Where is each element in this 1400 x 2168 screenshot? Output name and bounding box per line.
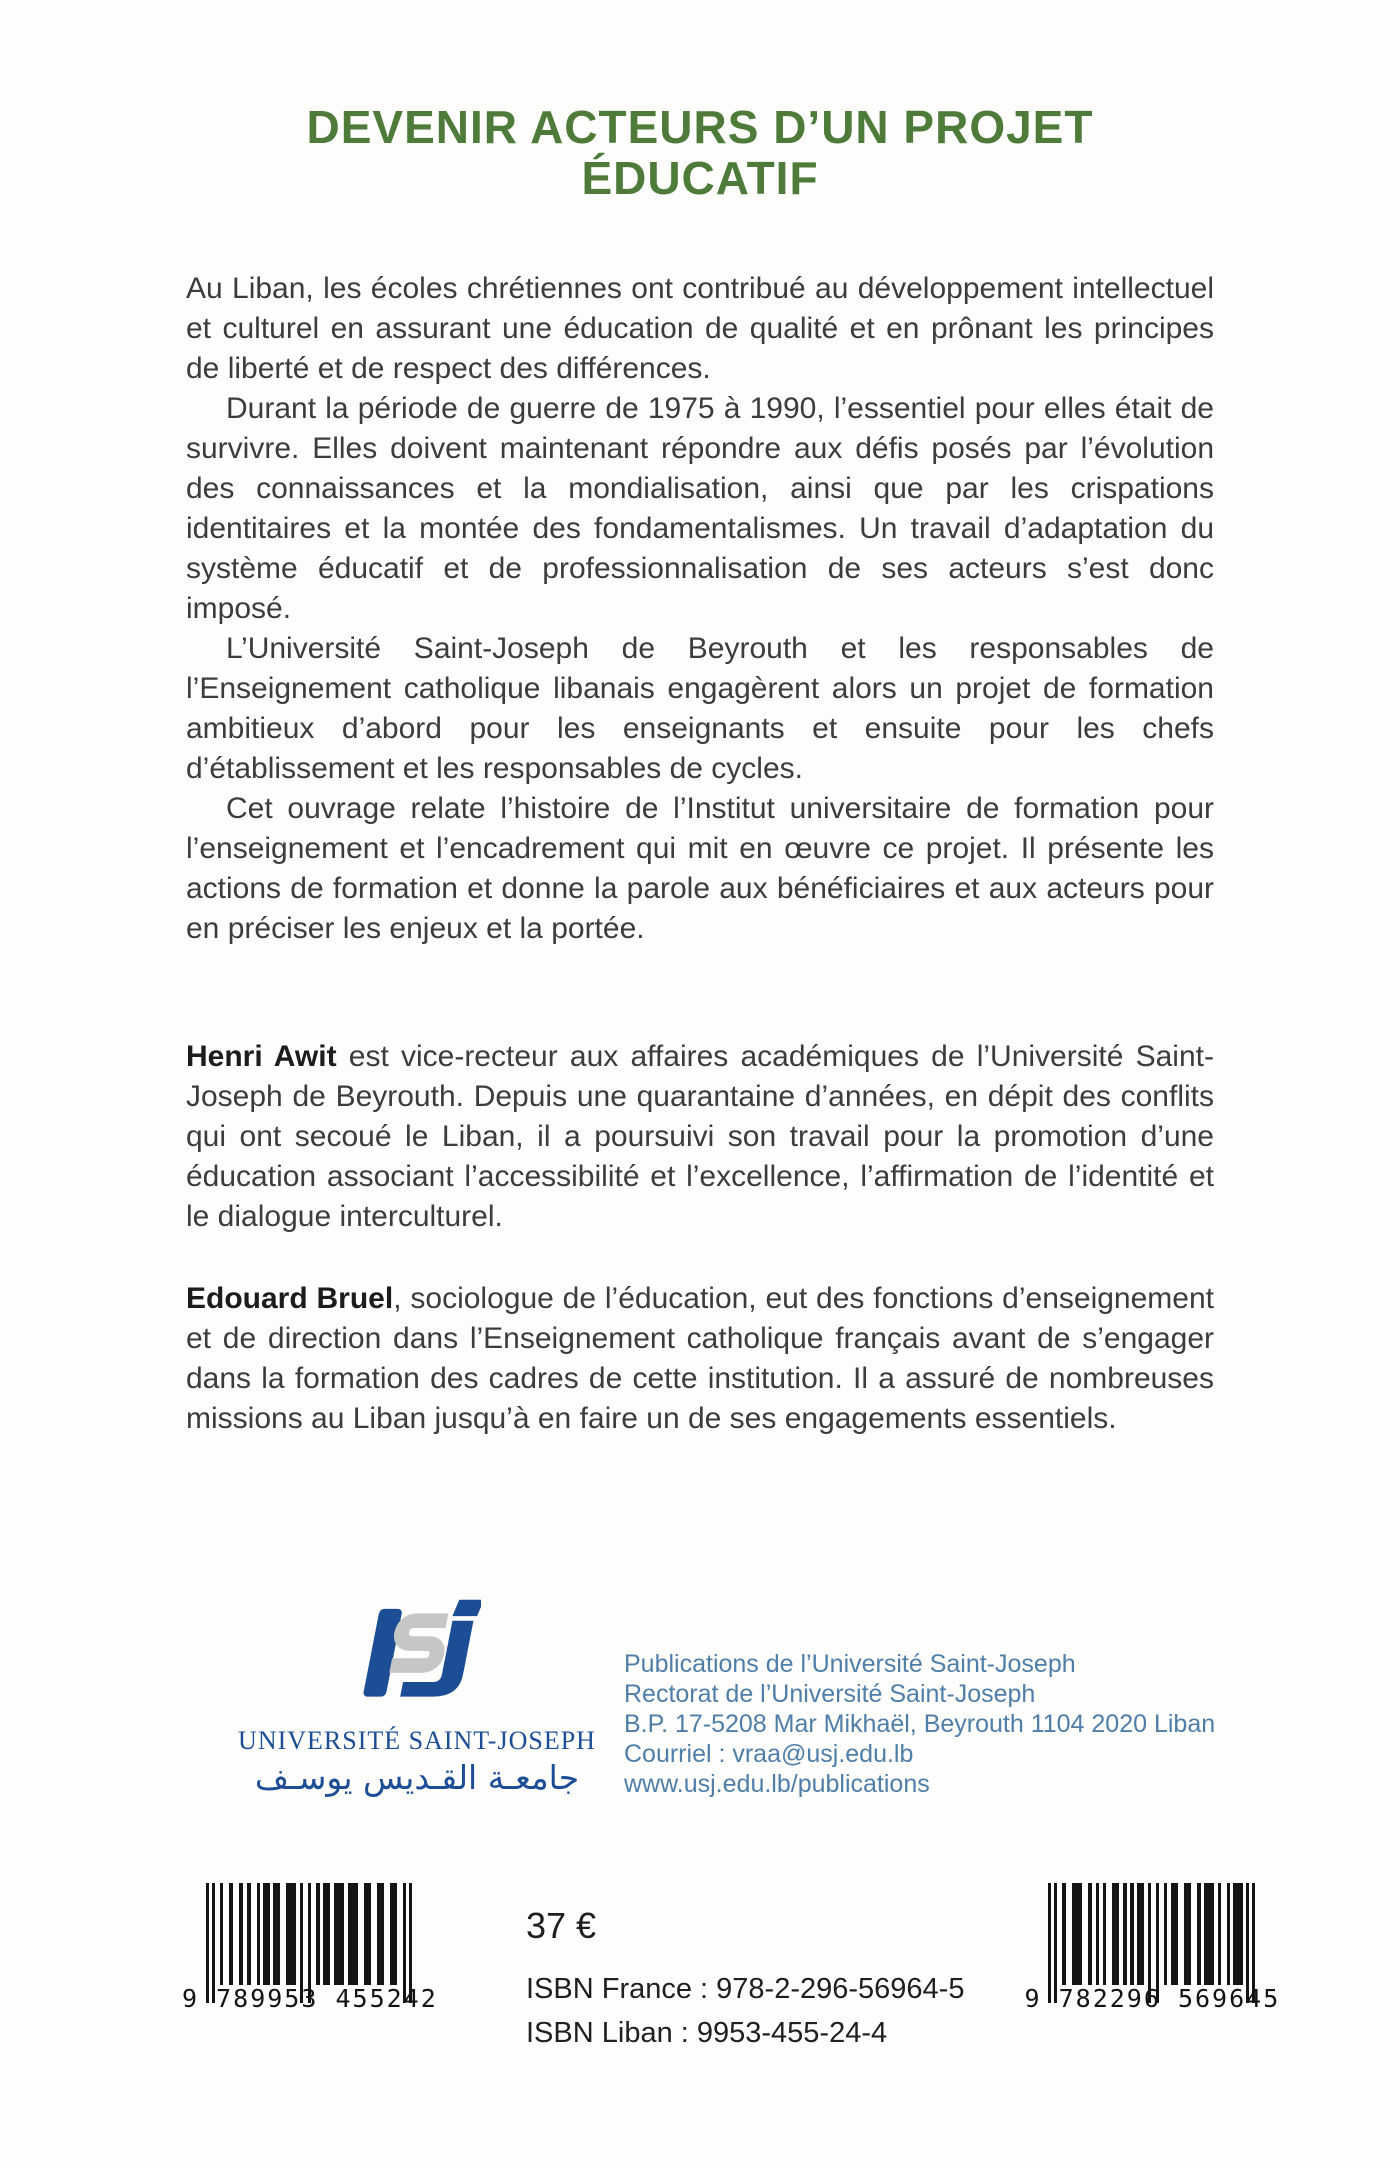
address-line: Rectorat de l’Université Saint-Joseph xyxy=(624,1680,1036,1709)
address-line: Courriel : vraa@usj.edu.lb xyxy=(624,1740,914,1769)
synopsis-paragraph: Au Liban, les écoles chrétiennes ont contribué au développement intellectuel et culturel en assurant une éducation de qualité et en prônant les principes de liberté et de respect des différences. xyxy=(186,272,1214,386)
barcode-digits: 9 789953 455242 xyxy=(182,1984,438,2014)
author-bio xyxy=(186,1279,1214,1439)
isbn-barcode-row xyxy=(182,1883,1281,2055)
author-name: Henri Awit xyxy=(186,1040,337,1074)
author-bio xyxy=(186,1037,1214,1237)
author-bio-text: , sociologue de l’éducation, eut des fonctions d’enseignement et de direction dans l’Enseignement catholique français avant de s’engager dans la formation des cadres de cette institution. Il a assuré de nombreuses missions au Liban jusqu’à en faire un de ses engagements essentiels. xyxy=(186,1282,1214,1436)
content-column xyxy=(182,0,1281,2055)
author-bio-text: est vice-recteur aux affaires académiques de l’Université Saint-Joseph de Beyrouth. Depuis une quarantaine d’années, en dépit des conflits qui ont secoué le Liban, il a poursuivi son travail pour la promotion d’une éducation associant l’accessibilité et l’excellence, l’affirmation de l’identité et le dialogue interculturel. xyxy=(186,1040,1214,1234)
pricing-block xyxy=(526,1905,964,2055)
barcode-digits: 9 782296 569645 xyxy=(1024,1984,1281,2014)
synopsis-paragraph: Cet ouvrage relate l’histoire de l’Institut universitaire de formation pour l’enseignement et l’encadrement qui mit en œuvre ce projet. Il présente les actions de formation et donne la parole aux bénéficiaires et aux acteurs pour en préciser les enjeux et la portée. xyxy=(186,792,1214,946)
publisher-address xyxy=(624,1649,1215,1799)
address-line: Publications de l’Université Saint-Joseph xyxy=(624,1650,1076,1679)
isbn-liban: ISBN Liban : 9953-455-24-4 xyxy=(526,2017,888,2050)
isbn-france: ISBN France : 978-2-296-56964-5 xyxy=(526,1973,965,2006)
publisher-logo xyxy=(236,1591,598,1799)
address-line: www.usj.edu.lb/publications xyxy=(624,1770,930,1799)
synopsis-paragraph: Durant la période de guerre de 1975 à 1990, l’essentiel pour elles était de survivre. Elles doivent maintenant répondre aux défis posés par l’évolution des connaissances et la mondialisation, ainsi que par les crispations identitaires et la montée des fondamentalismes. Un travail d’adaptation du système éducatif et de professionnalisation de ses acteurs s’est donc imposé. xyxy=(186,392,1214,626)
university-name-arabic: جامعـة القـديس يوسـف xyxy=(254,1758,580,1798)
university-name-latin: UNIVERSITÉ SAINT-JOSEPH xyxy=(238,1726,596,1756)
barcode-left xyxy=(182,1883,450,2023)
publisher-block xyxy=(236,1591,1214,1799)
barcode-right xyxy=(1024,1883,1292,2023)
synopsis xyxy=(186,269,1214,949)
price-label: 37 € xyxy=(526,1905,597,1947)
address-line: B.P. 17-5208 Mar Mikhaël, Beyrouth 1104 2020 Liban xyxy=(624,1710,1216,1739)
synopsis-paragraph: L’Université Saint-Joseph de Beyrouth et les responsables de l’Enseignement catholique libanais engagèrent alors un projet de formation ambitieux d’abord pour les enseignants et ensuite pour les chefs d’établissement et les responsables de cycles. xyxy=(186,632,1214,786)
usj-logo-icon xyxy=(353,1591,481,1709)
author-name: Edouard Bruel xyxy=(186,1282,394,1316)
book-title: DEVENIR ACTEURS D’UN PROJET ÉDUCATIF xyxy=(306,101,1094,204)
